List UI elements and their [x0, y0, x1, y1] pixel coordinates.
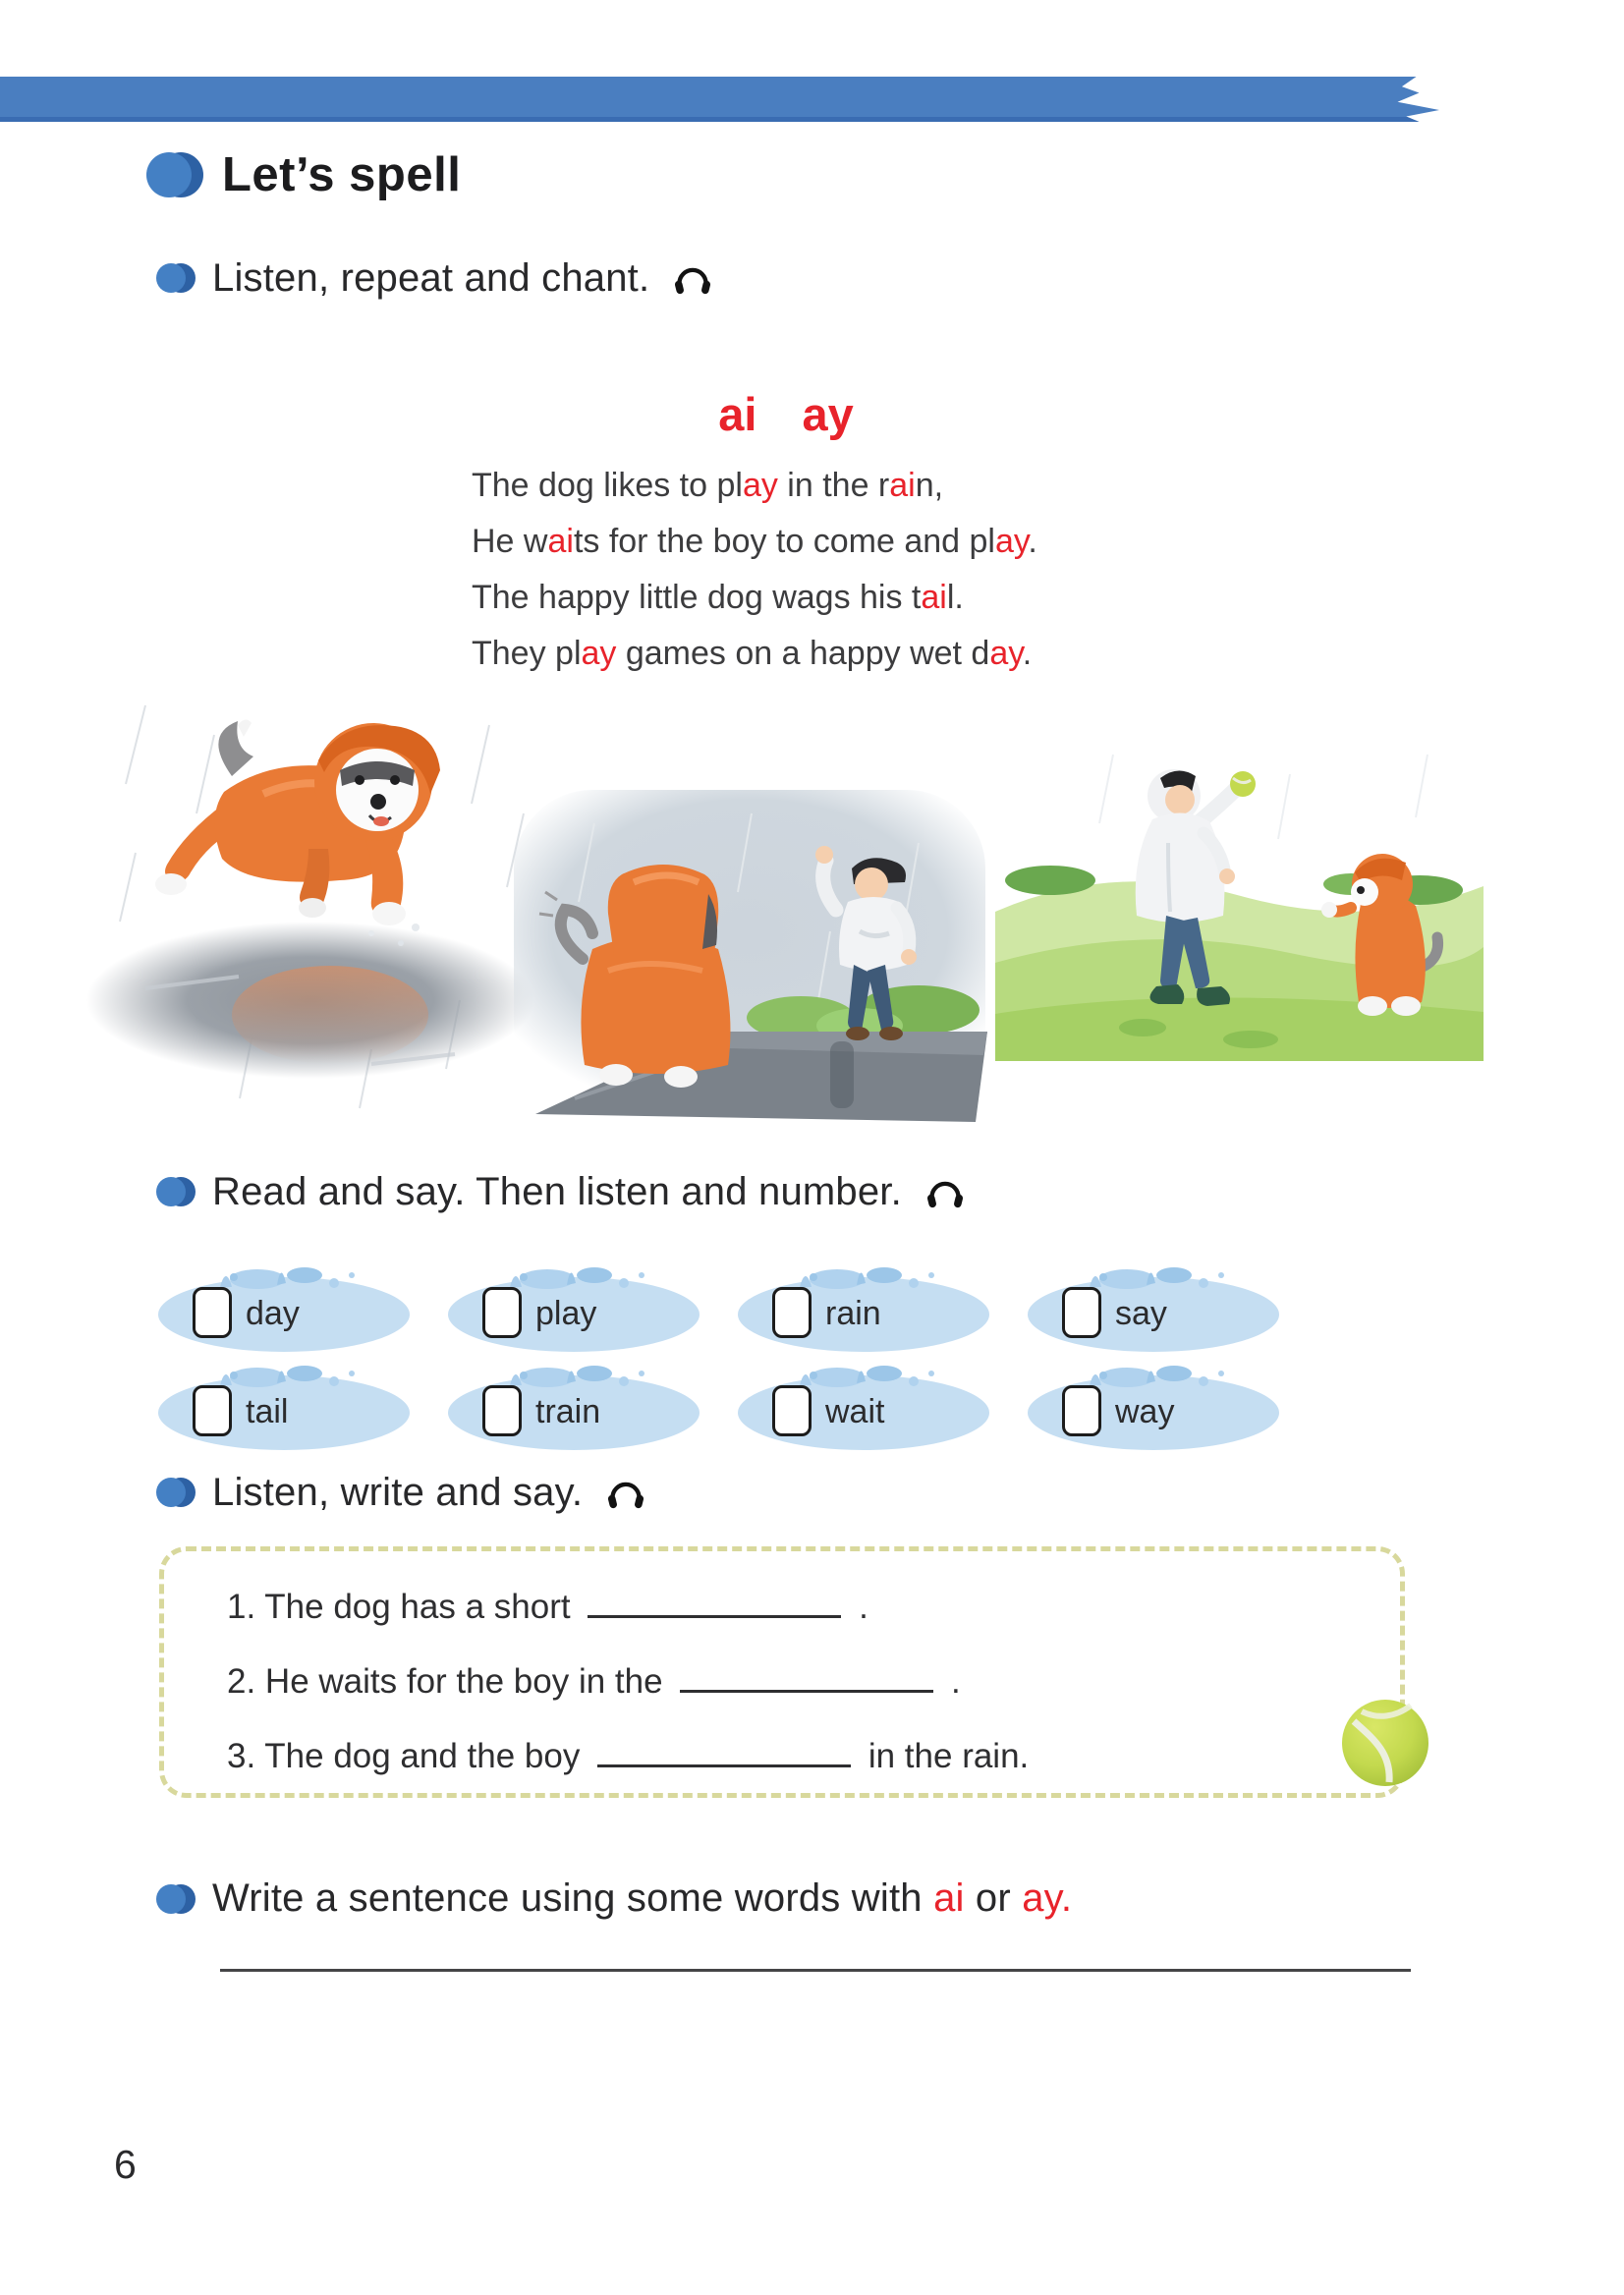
section-bullet-icon — [143, 149, 206, 200]
chant-line — [472, 626, 1037, 682]
illustration-ball-game-on-grass — [995, 715, 1484, 1061]
activity3-heading — [153, 1470, 647, 1515]
word-chip — [1025, 1261, 1282, 1354]
listen-write-box — [159, 1546, 1405, 1798]
activity2-instruction: Read and say. Then listen and number. — [212, 1169, 902, 1213]
word-label: say — [1115, 1295, 1167, 1332]
chant-segment: . — [1022, 635, 1033, 672]
chant-segment: n, — [915, 467, 944, 504]
word-chip — [445, 1261, 702, 1354]
chant-segment: l. — [946, 579, 964, 616]
chant-segment: games on a happy wet d — [616, 635, 990, 672]
chant-segment: ai — [547, 523, 574, 560]
page-number: 6 — [114, 2142, 137, 2187]
tennis-ball-image — [1340, 1698, 1430, 1788]
answer-blank[interactable] — [588, 1588, 841, 1618]
chant-segment: . — [1028, 523, 1037, 560]
chant-segment: ai — [921, 579, 947, 616]
chant-text — [472, 458, 1037, 682]
answer-blank[interactable] — [597, 1737, 851, 1767]
number-checkbox[interactable] — [193, 1385, 232, 1436]
word-label: tail — [246, 1393, 289, 1430]
heading-segment: ai — [933, 1876, 965, 1920]
illustration-dog-running-in-rain — [77, 676, 550, 1110]
chant-segment: ts for the boy to come and pl — [573, 523, 995, 560]
chant-segment: The dog likes to pl — [472, 467, 743, 504]
fill-in-sentence — [227, 1587, 1361, 1628]
activity1-heading — [153, 255, 714, 301]
sentence-text: . — [951, 1662, 961, 1701]
number-checkbox[interactable] — [1062, 1287, 1101, 1338]
chant-segment: ay — [994, 523, 1029, 560]
activity-bullet-icon — [153, 1881, 198, 1917]
fill-in-sentence — [227, 1661, 1361, 1703]
word-grid — [155, 1261, 1282, 1452]
word-chip — [155, 1360, 413, 1452]
sentence-text: . — [859, 1588, 868, 1626]
phonics-pair — [472, 387, 1100, 441]
number-checkbox[interactable] — [772, 1287, 812, 1338]
word-chip — [735, 1261, 992, 1354]
word-label: rain — [825, 1295, 881, 1332]
chant-segment: ay — [742, 467, 778, 504]
heading-segment: ay — [1022, 1876, 1061, 1920]
activity4-heading — [153, 1876, 1072, 1921]
fill-in-sentence — [227, 1736, 1361, 1777]
activity3-instruction: Listen, write and say. — [212, 1470, 584, 1514]
chant-segment: The happy little dog wags his t — [472, 579, 922, 616]
activity1-instruction: Listen, repeat and chant. — [212, 255, 650, 300]
illustration-dog-and-boy-in-rain — [506, 784, 994, 1130]
word-label: day — [246, 1295, 300, 1332]
heading-segment: or — [964, 1876, 1023, 1920]
header-ribbon — [0, 77, 1439, 122]
sentence-text: 1. The dog has a short — [227, 1588, 571, 1626]
headphones-icon[interactable] — [924, 1169, 967, 1214]
answer-blank[interactable] — [680, 1662, 933, 1693]
headphones-icon[interactable] — [671, 255, 714, 301]
chant-line — [472, 514, 1037, 570]
number-checkbox[interactable] — [772, 1385, 812, 1436]
section-title-row — [143, 147, 461, 202]
heading-segment: Write a sentence using some words with — [212, 1876, 934, 1920]
chant-segment: ai — [889, 467, 916, 504]
sentence-text: 2. He waits for the boy in the — [227, 1662, 663, 1701]
activity-bullet-icon — [153, 1475, 198, 1510]
word-chip — [1025, 1360, 1282, 1452]
word-chip — [445, 1360, 702, 1452]
headphones-icon[interactable] — [604, 1470, 647, 1515]
word-label: play — [535, 1295, 597, 1332]
chant-segment: ay — [989, 635, 1023, 672]
sentence-text: in the rain. — [868, 1737, 1030, 1775]
word-label: train — [535, 1393, 601, 1430]
sentence-writing-line[interactable] — [220, 1969, 1411, 1972]
activity-bullet-icon — [153, 260, 198, 296]
activity2-heading — [153, 1169, 967, 1214]
word-chip — [155, 1261, 413, 1354]
phonics-ay: ay — [802, 388, 854, 440]
phonics-ai: ai — [718, 388, 757, 440]
number-checkbox[interactable] — [482, 1287, 522, 1338]
word-chip — [735, 1360, 992, 1452]
chant-segment: ay — [581, 635, 617, 672]
word-label: wait — [825, 1393, 885, 1430]
chant-segment: They pl — [472, 635, 582, 672]
chant-line — [472, 458, 1037, 514]
number-checkbox[interactable] — [1062, 1385, 1101, 1436]
heading-segment: . — [1060, 1876, 1073, 1920]
number-checkbox[interactable] — [193, 1287, 232, 1338]
number-checkbox[interactable] — [482, 1385, 522, 1436]
page-title: Let’s spell — [222, 148, 462, 201]
sentence-text: 3. The dog and the boy — [227, 1737, 581, 1775]
activity4-instruction — [212, 1876, 1072, 1921]
activity-bullet-icon — [153, 1174, 198, 1209]
word-label: way — [1115, 1393, 1175, 1430]
chant-segment: He w — [472, 523, 548, 560]
chant-line — [472, 570, 1037, 626]
chant-segment: in the r — [777, 467, 890, 504]
